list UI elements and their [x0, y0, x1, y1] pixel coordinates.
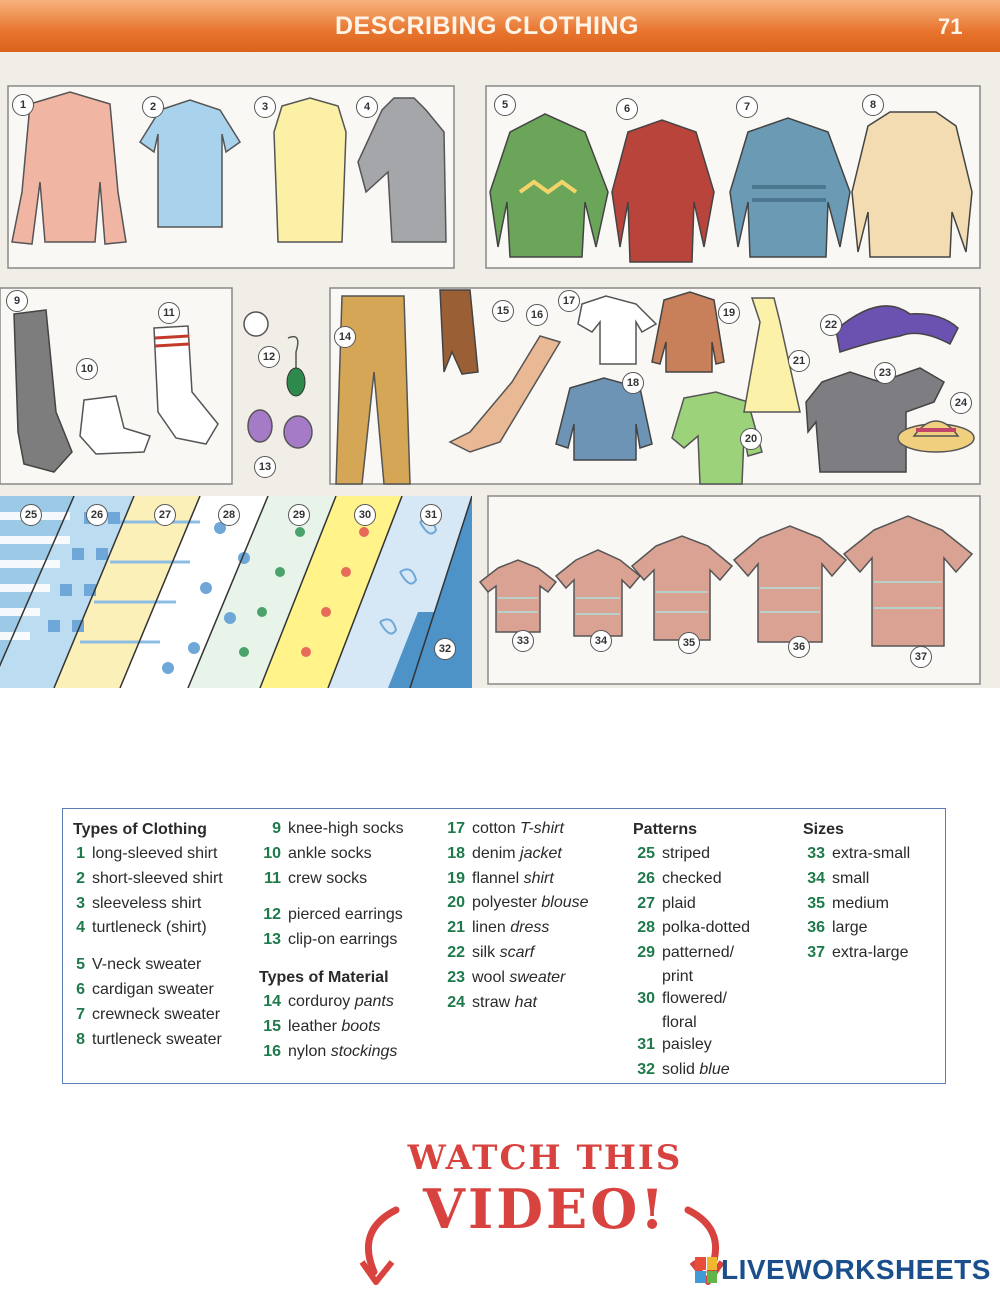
badge-19: 19 — [718, 302, 740, 324]
vocab-item: 24 straw hat — [447, 993, 537, 1011]
badge-9: 9 — [6, 290, 28, 312]
brand-name: LIVEWORKSHEETS — [721, 1254, 991, 1285]
vocab-item: 5 V-neck sweater — [76, 956, 202, 974]
vocab-item: 1 long-sleeved shirt — [76, 845, 218, 862]
vocab-item: 14 corduroy pants — [263, 992, 394, 1010]
clothing-drawings — [0, 52, 1000, 688]
sizes-column — [803, 817, 910, 966]
badge-35: 35 — [678, 632, 700, 654]
vocab-item: 34 small — [807, 869, 870, 887]
vocab-item: 23 wool sweater — [447, 968, 566, 986]
badge-3: 3 — [254, 96, 276, 118]
vocab-item: 12 pierced earrings — [263, 906, 403, 924]
page-header — [0, 0, 1000, 52]
vocab-item: 16 nylon stockings — [263, 1042, 398, 1060]
types-of-clothing-column — [73, 817, 223, 1052]
watch-video-link[interactable] — [405, 1138, 685, 1240]
vocab-item: 26 checked — [637, 869, 722, 887]
vocab-item: 31 paisley — [637, 1035, 712, 1053]
left-arrow-icon — [368, 1210, 396, 1272]
types-of-clothing-heading: Types of Clothing — [73, 821, 207, 838]
vocab-item: 8 turtleneck sweater — [76, 1030, 222, 1048]
badge-1: 1 — [12, 94, 34, 116]
vocab-item: 2 short-sleeved shirt — [76, 869, 223, 887]
vocab-item: 10 ankle socks — [263, 844, 372, 862]
patterns-column — [633, 817, 750, 1082]
badge-30: 30 — [354, 504, 376, 526]
badge-8: 8 — [862, 94, 884, 116]
patterns-heading: Patterns — [633, 821, 698, 838]
vocab-item: 36 large — [807, 919, 868, 937]
vocab-item: 7 crewneck sweater — [76, 1005, 221, 1023]
sleeveless-shirt-drawing — [274, 98, 346, 242]
vocab-item: 11 crew socks — [264, 869, 368, 887]
badge-7: 7 — [736, 96, 758, 118]
liveworksheets-logo-icon — [695, 1257, 717, 1283]
vocab-item: 21 linen dress — [447, 919, 550, 937]
page-number: 71 — [938, 14, 963, 39]
vocab-item: 9 knee-high socks — [272, 820, 404, 837]
badge-24: 24 — [950, 392, 972, 414]
clothing-illustration — [0, 52, 1000, 688]
badge-15: 15 — [492, 300, 514, 322]
vocab-item: 37 extra-large — [807, 944, 909, 962]
vocab-item: 17 cotton T-shirt — [447, 820, 564, 837]
vocab-item: 33 extra-small — [807, 845, 911, 862]
badge-18: 18 — [622, 372, 644, 394]
vocab-item: 19 flannel shirt — [447, 869, 554, 887]
badge-2: 2 — [142, 96, 164, 118]
vocab-item: 25 striped — [637, 845, 711, 862]
material-column — [443, 817, 589, 1015]
badge-34: 34 — [590, 630, 612, 652]
vocab-item: 28 polka-dotted — [637, 919, 751, 937]
badge-4: 4 — [356, 96, 378, 118]
vocab-item: 27 plaid — [637, 894, 696, 912]
badge-12: 12 — [258, 346, 280, 368]
badge-31: 31 — [420, 504, 442, 526]
liveworksheets-brand[interactable] — [695, 1252, 991, 1288]
sizes-heading: Sizes — [803, 821, 844, 838]
vocab-item: 4 turtleneck (shirt) — [76, 919, 207, 937]
vocab-item: 22 silk scarf — [447, 943, 535, 961]
clip-on-earring-drawing — [248, 410, 272, 442]
vocab-item: 35 medium — [807, 894, 889, 912]
badge-10: 10 — [76, 358, 98, 380]
badge-29: 29 — [288, 504, 310, 526]
badge-16: 16 — [526, 304, 548, 326]
vocab-item: 3 sleeveless shirt — [76, 894, 202, 912]
vocab-item: 6 cardigan sweater — [76, 980, 214, 998]
vocab-item: 15 leather boots — [263, 1017, 381, 1035]
vocabulary-box — [62, 808, 946, 1084]
vocab-item: 20 polyester blouse — [447, 894, 589, 912]
badge-11: 11 — [158, 302, 180, 324]
badge-17: 17 — [558, 290, 580, 312]
badge-13: 13 — [254, 456, 276, 478]
badge-14: 14 — [334, 326, 356, 348]
badge-6: 6 — [616, 98, 638, 120]
badge-25: 25 — [20, 504, 42, 526]
page-title: DESCRIBING CLOTHING — [335, 12, 639, 40]
badge-21: 21 — [788, 350, 810, 372]
vocab-item: 32 solid blue — [637, 1060, 730, 1078]
watch-text: WATCH THIS — [407, 1138, 683, 1178]
badge-22: 22 — [820, 314, 842, 336]
vocab-item-continuation: print — [662, 967, 694, 985]
vocab-item: 18 denim jacket — [447, 844, 562, 862]
types-of-material-heading: Types of Material — [259, 968, 389, 986]
badge-20: 20 — [740, 428, 762, 450]
vocab-item: 30 flowered/ — [637, 989, 727, 1007]
badge-32: 32 — [434, 638, 456, 660]
badge-26: 26 — [86, 504, 108, 526]
badge-28: 28 — [218, 504, 240, 526]
badge-36: 36 — [788, 636, 810, 658]
pierced-earring-drawing — [244, 312, 268, 336]
badge-37: 37 — [910, 646, 932, 668]
badge-27: 27 — [154, 504, 176, 526]
vocab-item: 29 patterned/ — [637, 944, 735, 962]
vocab-item-continuation: floral — [662, 1013, 697, 1031]
socks-earrings-material-column — [259, 817, 404, 1064]
long-sleeved-shirt-drawing — [12, 92, 126, 244]
badge-23: 23 — [874, 362, 896, 384]
pattern-swatches — [0, 496, 472, 688]
vocab-item: 13 clip-on earrings — [263, 931, 398, 949]
badge-33: 33 — [512, 630, 534, 652]
video-text: VIDEO! — [423, 1177, 667, 1241]
badge-5: 5 — [494, 94, 516, 116]
